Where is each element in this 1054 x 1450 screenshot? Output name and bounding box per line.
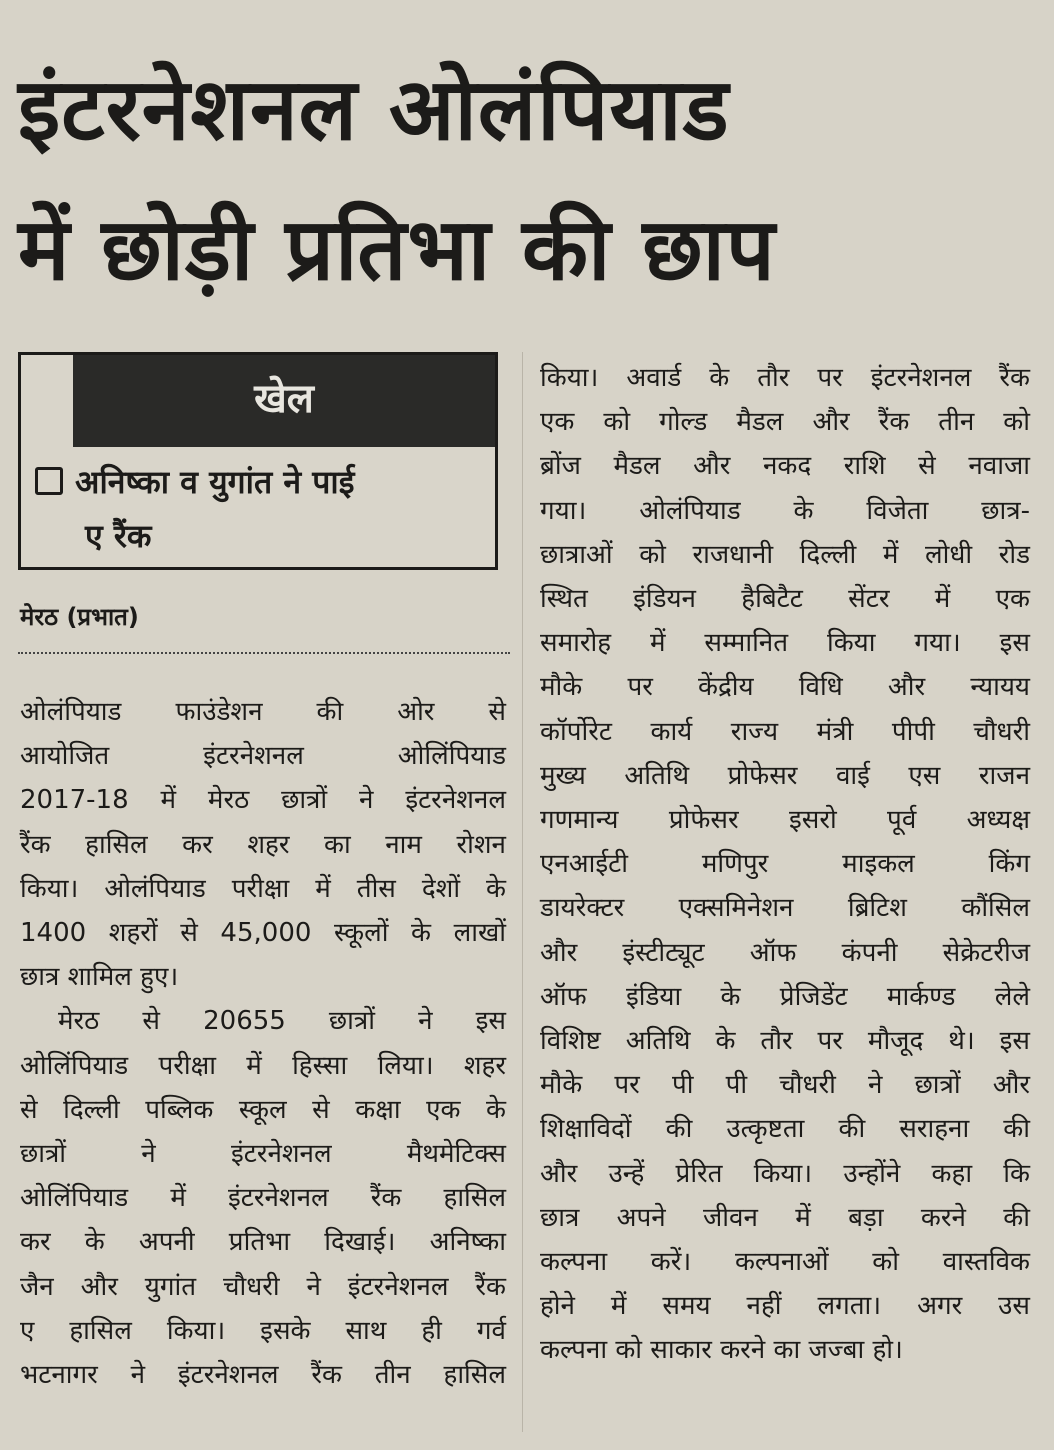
text-line: कल्पना करें। कल्पनाओं को वास्तविक: [540, 1247, 1030, 1278]
text-line: आयोजित इंटरनेशनल ओलिंपियाड: [20, 741, 506, 772]
text-line: ओलिंपियाड परीक्षा में हिस्सा लिया। शहर: [20, 1050, 506, 1081]
article-column-2: [540, 356, 1030, 1373]
checkbox-icon: [35, 467, 63, 495]
text-line: भटनागर ने इंटरनेशनल रैंक तीन हासिल: [20, 1360, 506, 1391]
article-column-1: [20, 690, 506, 1397]
text-line: 1400 शहरों से 45,000 स्कूलों के लाखों: [20, 918, 506, 949]
text-line: शिक्षाविदों की उत्कृष्टता की सराहना की: [540, 1114, 1030, 1145]
text-line: गणमान्य प्रोफेसर इसरो पूर्व अध्यक्ष: [540, 805, 1030, 836]
dotted-divider: [18, 652, 510, 654]
text-line: मेरठ से 20655 छात्रों ने इस: [58, 1006, 506, 1037]
subheadline: [35, 455, 485, 563]
text-line: और उन्हें प्रेरित किया। उन्होंने कहा कि: [540, 1158, 1030, 1189]
text-line: रैंक हासिल कर शहर का नाम रोशन: [20, 829, 506, 860]
text-line: कॉर्पोरेट कार्य राज्य मंत्री पीपी चौधरी: [540, 716, 1030, 747]
text-line: ओलंपियाड फाउंडेशन की ओर से: [20, 697, 506, 727]
text-line: समारोह में सम्मानित किया गया। इस: [540, 628, 1030, 659]
text-line: एक को गोल्ड मैडल और रैंक तीन को: [540, 407, 1030, 438]
text-line: स्थित इंडियन हैबिटैट सेंटर में एक: [540, 584, 1030, 615]
text-line: कल्पना को साकार करने का जज्बा हो।: [540, 1335, 903, 1366]
category-box: [18, 352, 498, 570]
text-line: ऑफ इंडिया के प्रेजिडेंट मार्कण्ड लेले: [540, 981, 1030, 1012]
text-line: कर के अपनी प्रतिभा दिखाई। अनिष्का: [20, 1227, 506, 1258]
category-label: खेल: [254, 376, 314, 422]
text-line: किया। ओलंपियाड परीक्षा में तीस देशों के: [20, 873, 506, 904]
text-line: छात्रों ने इंटरनेशनल मैथमेटिक्स: [20, 1139, 506, 1170]
text-line: छात्र अपने जीवन में बड़ा करने की: [540, 1202, 1030, 1233]
text-line: गया। ओलंपियाड के विजेता छात्र-: [540, 495, 1030, 526]
text-line: मौके पर केंद्रीय विधि और न्यायय: [540, 672, 1030, 703]
subheadline-line-2: ए रैंक: [85, 517, 152, 555]
headline: [18, 40, 1038, 320]
text-line: मौके पर पी पी चौधरी ने छात्रों और: [540, 1070, 1030, 1101]
text-line: किया। अवार्ड के तौर पर इंटरनेशनल रैंक: [540, 363, 1030, 393]
text-line: ब्रोंज मैडल और नकद राशि से नवाजा: [540, 451, 1030, 482]
text-line: मुख्य अतिथि प्रोफेसर वाई एस राजन: [540, 760, 1030, 791]
category-band: [73, 355, 495, 447]
dateline: मेरठ (प्रभात): [20, 603, 139, 631]
text-line: ए हासिल किया। इसके साथ ही गर्व: [20, 1315, 506, 1346]
subheadline-line-1: अनिष्का व युगांत ने पाई: [75, 463, 355, 501]
text-line: ओलिंपियाड में इंटरनेशनल रैंक हासिल: [20, 1183, 506, 1214]
text-line: एनआईटी मणिपुर माइकल किंग: [540, 849, 1030, 880]
text-line: होने में समय नहीं लगता। अगर उस: [540, 1291, 1030, 1322]
text-line: से दिल्ली पब्लिक स्कूल से कक्षा एक के: [20, 1094, 506, 1125]
text-line: 2017-18 में मेरठ छात्रों ने इंटरनेशनल: [20, 785, 506, 816]
text-line: डायरेक्टर एक्समिनेशन ब्रिटिश कौंसिल: [540, 893, 1030, 924]
text-line: छात्र शामिल हुए।: [20, 962, 179, 993]
headline-line-1: इंटरनेशनल ओलंपियाड: [18, 60, 730, 160]
text-line: विशिष्ट अतिथि के तौर पर मौजूद थे। इस: [540, 1026, 1030, 1057]
column-rule: [522, 352, 523, 1432]
text-line: और इंस्टीट्यूट ऑफ कंपनी सेक्रेटरीज: [540, 937, 1030, 968]
text-line: जैन और युगांत चौधरी ने इंटरनेशनल रैंक: [20, 1271, 506, 1302]
headline-line-2: में छोड़ी प्रतिभा की छाप: [18, 200, 776, 300]
text-line: छात्राओं को राजधानी दिल्ली में लोधी रोड: [540, 539, 1030, 570]
